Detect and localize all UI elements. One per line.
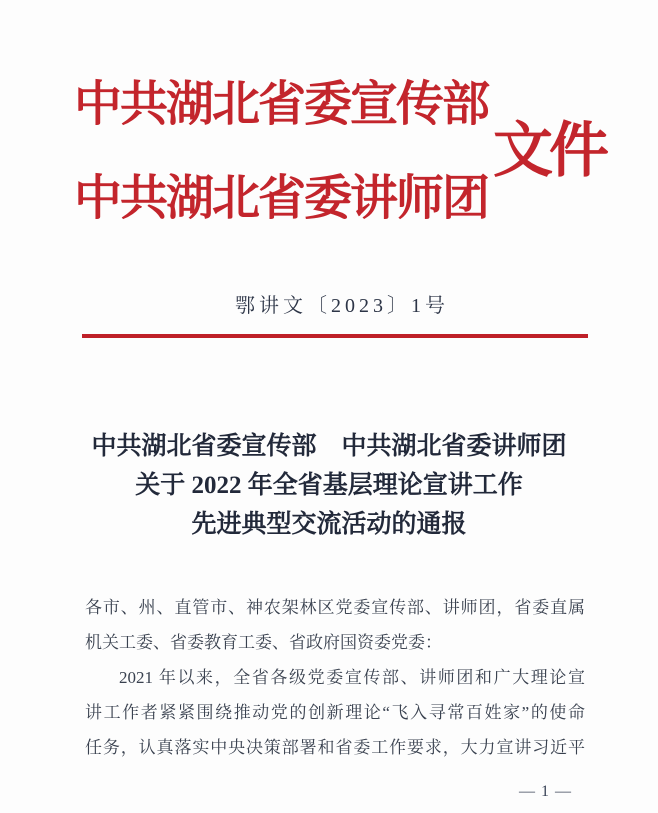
salutation-line-1: 各市、州、直管市、神农架林区党委宣传部、讲师团，省委直属 bbox=[85, 598, 585, 617]
paragraph-line-2: 讲工作者紧紧围绕推动党的创新理论“飞入寻常百姓家”的使命 bbox=[85, 703, 585, 722]
document-number: 鄂讲文〔2023〕1号 bbox=[235, 295, 449, 317]
title-line-2: 关于 2022 年全省基层理论宣讲工作 bbox=[135, 472, 523, 499]
page-number: — 1 — bbox=[519, 783, 572, 800]
document-body bbox=[85, 590, 585, 765]
title-line-3: 先进典型交流活动的通报 bbox=[191, 511, 467, 538]
salutation-line-2: 机关工委、省委教育工委、省政府国资委党委： bbox=[85, 633, 442, 652]
issuing-org-line-2: 中共湖北省委讲师团 bbox=[74, 172, 489, 225]
issuing-org-line-1: 中共湖北省委宣传部 bbox=[74, 78, 489, 131]
document-type-label: 文件 bbox=[493, 118, 605, 184]
document-title bbox=[0, 427, 658, 544]
red-divider-rule bbox=[82, 334, 588, 338]
paragraph-line-1: 2021 年以来，全省各级党委宣传部、讲师团和广大理论宣 bbox=[119, 668, 585, 687]
paragraph-line-3: 任务，认真落实中央决策部署和省委工作要求，大力宣讲习近平 bbox=[85, 738, 585, 757]
title-line-1: 中共湖北省委宣传部 中共湖北省委讲师团 bbox=[91, 433, 567, 460]
